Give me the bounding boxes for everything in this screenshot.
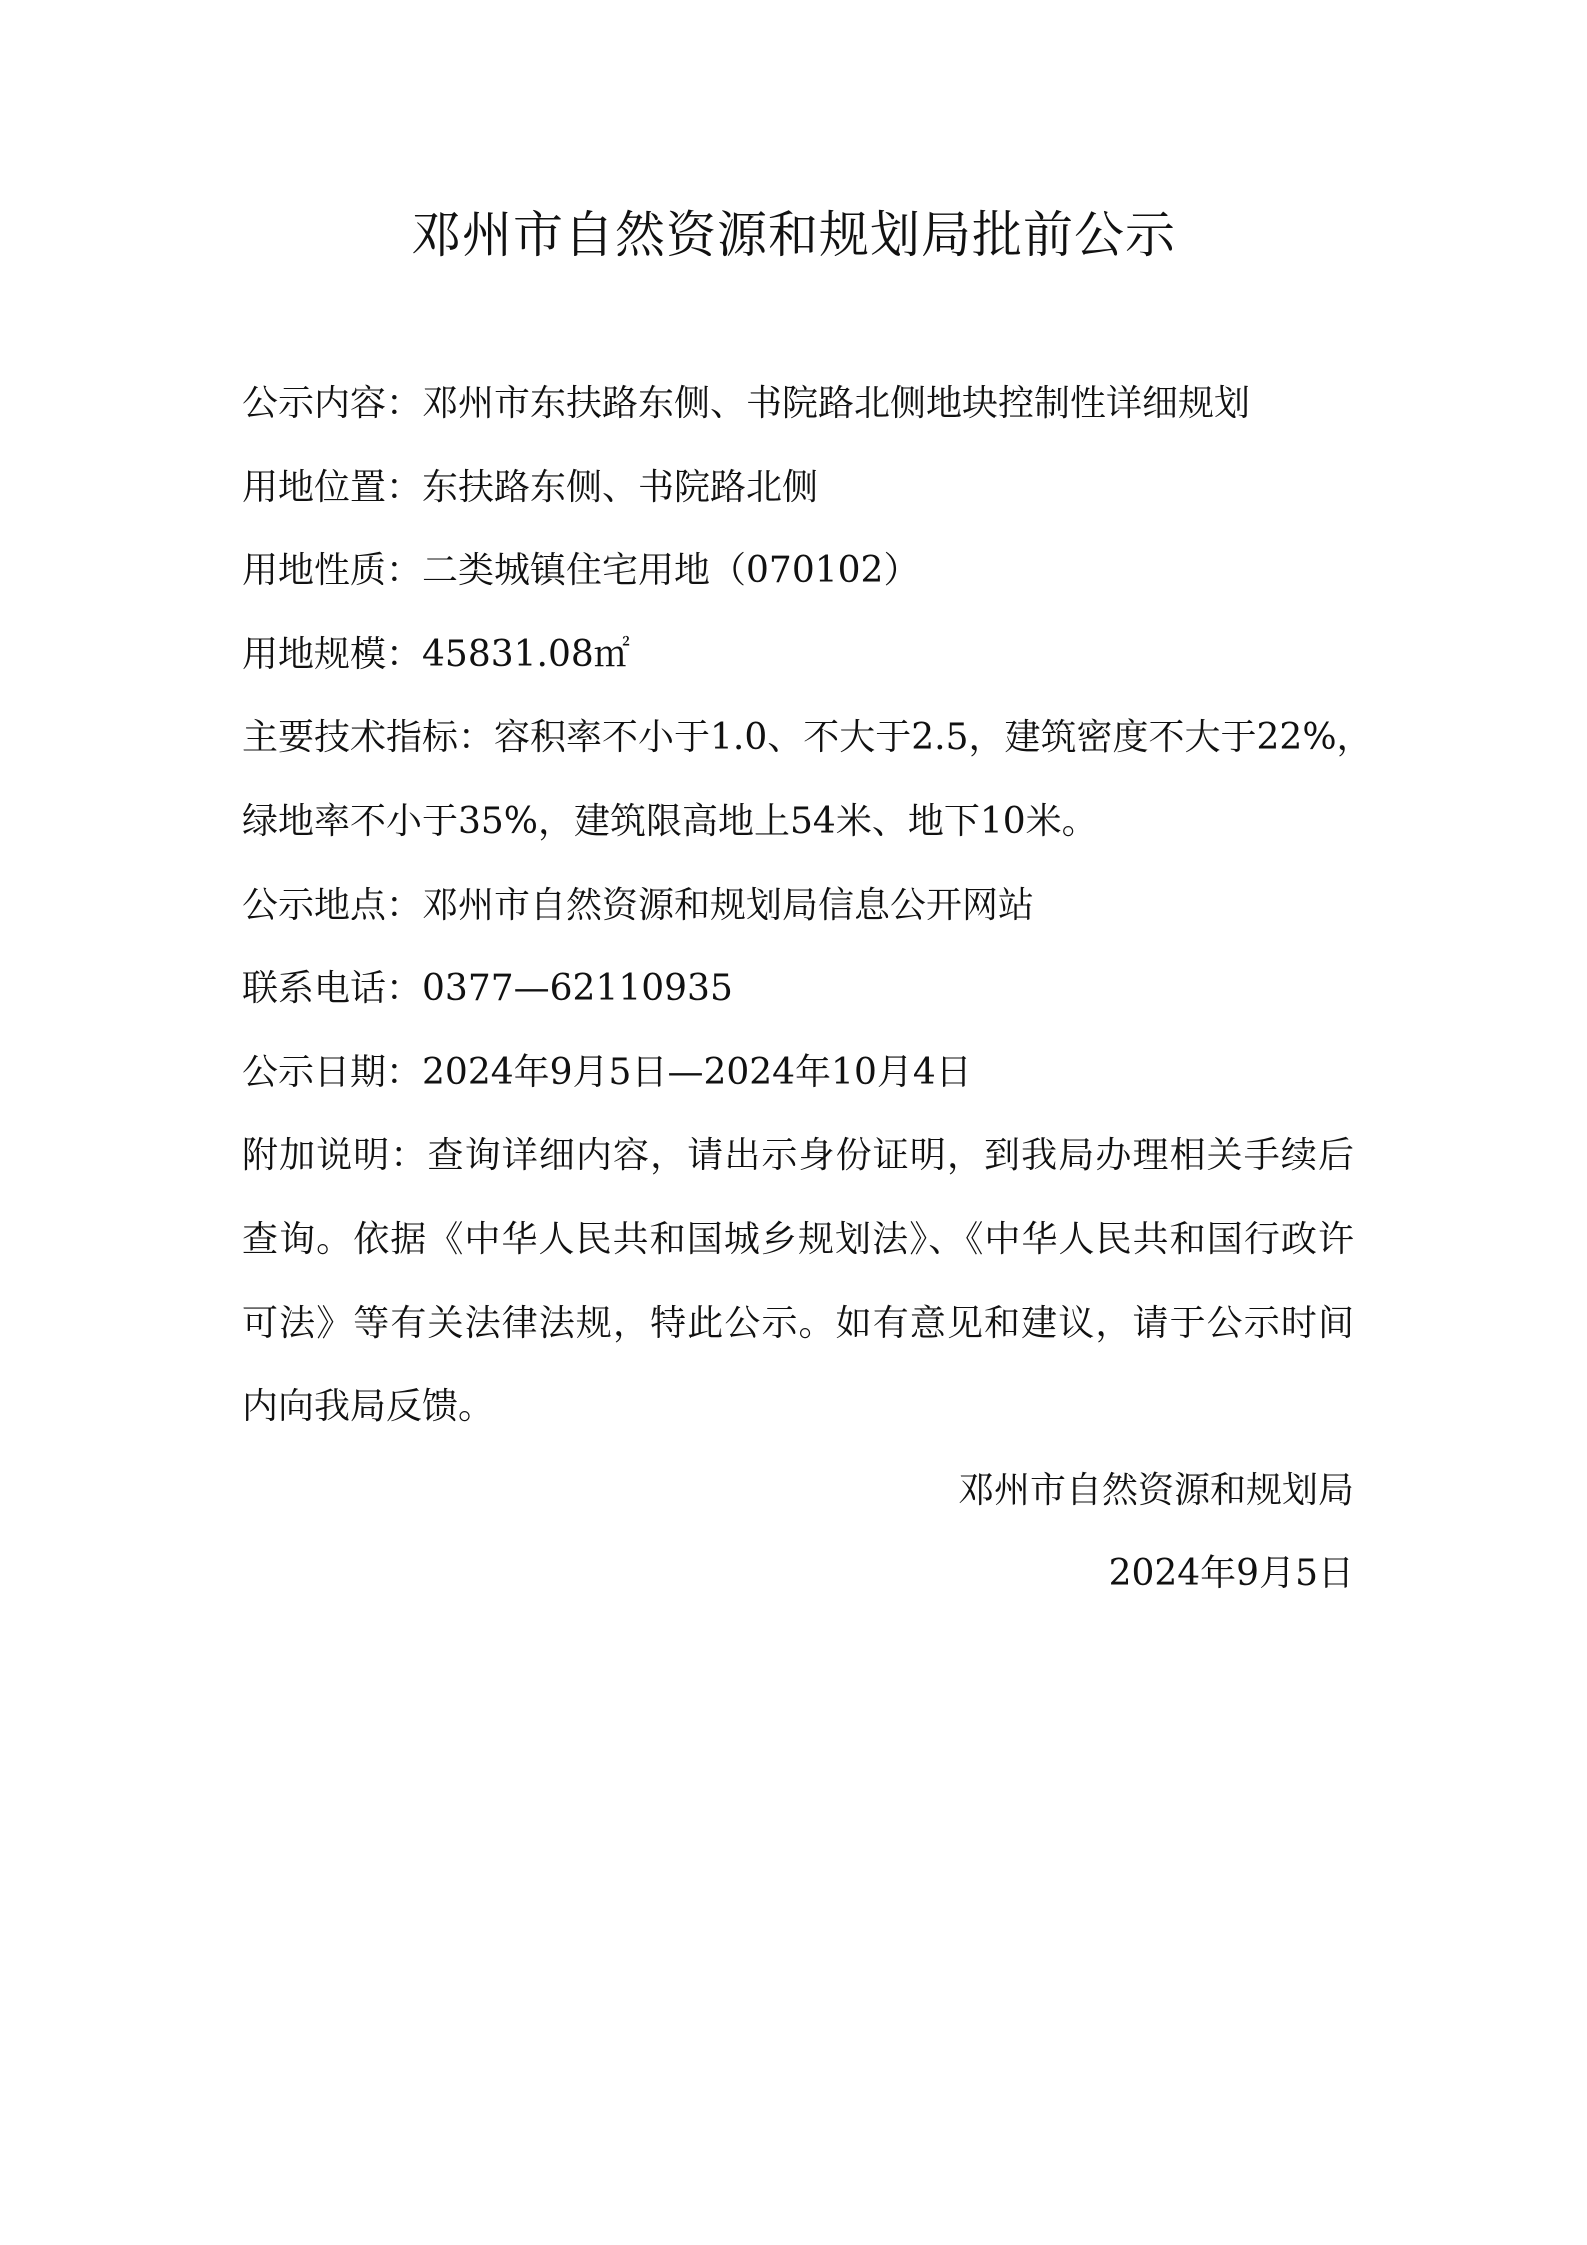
field-value: 邓州市东扶路东侧、书院路北侧地块控制性详细规划	[422, 383, 1251, 424]
field-value: 查询详细内容，请出示身份证明，到我局办理相关手续后	[427, 1135, 1354, 1177]
field-label: 公示地点：	[242, 884, 423, 926]
field-publish-date	[242, 1031, 1354, 1115]
field-label: 主要技术指标：	[242, 717, 495, 759]
notice-body	[242, 362, 1373, 1616]
note-line-3: 可法》等有关法律法规，特此公示。如有意见和建议，请于公示时间	[242, 1302, 1354, 1344]
signature-org: 邓州市自然资源和规划局	[957, 1469, 1354, 1511]
field-value: 45831.08㎡	[422, 633, 630, 675]
field-value: 2024年9月5日—2024年10月4日	[422, 1051, 972, 1093]
field-label: 用地规模：	[242, 633, 423, 675]
field-label: 公示日期：	[242, 1051, 423, 1093]
field-label: 用地位置：	[242, 466, 423, 508]
indicators-line-1	[242, 696, 1373, 780]
field-label: 用地性质：	[242, 550, 423, 592]
note-line-1	[242, 1114, 1354, 1198]
field-publish-place	[242, 864, 1354, 948]
field-land-use	[242, 529, 1354, 613]
field-area	[242, 613, 1354, 697]
field-value: 容积率不小于1.0、不大于2.5，建筑密度不大于22%，	[494, 717, 1373, 759]
field-value: 二类城镇住宅用地（070102）	[422, 550, 920, 592]
field-label: 公示内容：	[242, 383, 423, 424]
field-value: 0377—62110935	[422, 968, 733, 1010]
note-line-2: 查询。依据《中华人民共和国城乡规划法》、《中华人民共和国行政许	[242, 1218, 1354, 1260]
field-phone	[242, 947, 1354, 1031]
field-value: 邓州市自然资源和规划局信息公开网站	[422, 884, 1035, 926]
signature-date: 2024年9月5日	[1108, 1553, 1354, 1595]
page-title: 邓州市自然资源和规划局批前公示	[411, 206, 1176, 264]
field-label: 附加说明：	[242, 1135, 428, 1177]
indicators-line-2: 绿地率不小于35%，建筑限高地上54米、地下10米。	[242, 800, 1098, 842]
field-content	[242, 362, 1354, 446]
field-label: 联系电话：	[242, 968, 423, 1010]
field-location	[242, 446, 1354, 530]
note-line-4: 内向我局反馈。	[242, 1386, 495, 1428]
field-value: 东扶路东侧、书院路北侧	[422, 466, 819, 508]
